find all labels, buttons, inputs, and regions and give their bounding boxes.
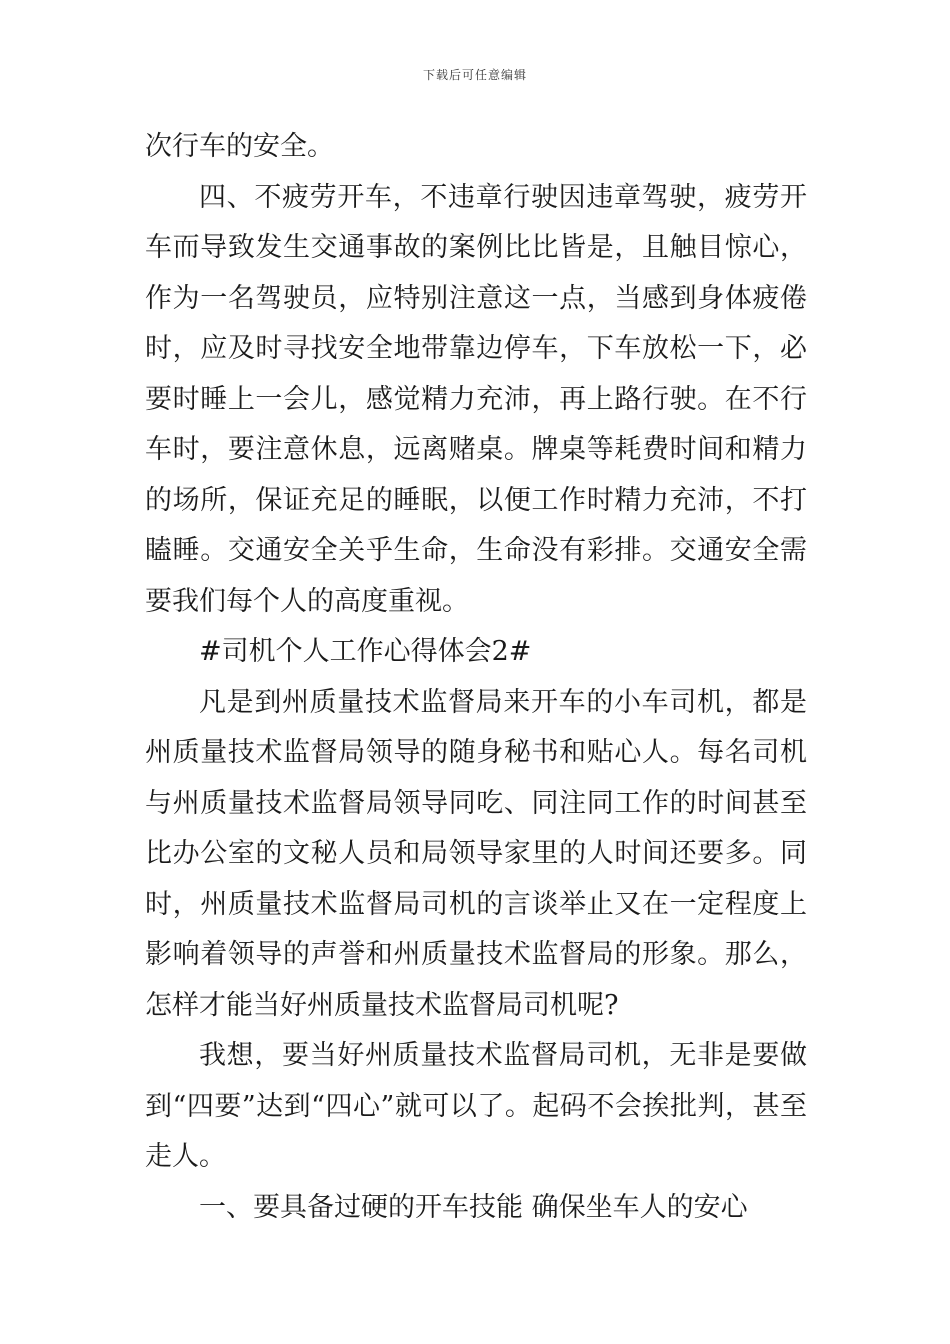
page-header: 下载后可任意编辑	[422, 68, 527, 82]
document-body	[145, 122, 807, 1233]
paragraph-continuation: 次行车的安全。	[145, 131, 334, 162]
section-heading: #司机个人工作心得体会2#	[199, 636, 532, 667]
paragraph-fatigue-driving: 四、不疲劳开车，不违章行驶因违章驾驶，疲劳开车而导致发生交通事故的案例比比皆是，且触目惊心，作为一名驾驶员，应特别注意这一点，当感到身体疲倦时，应及时寻找安全地带靠边停车，下车放松一下，必要时睡上一会儿，感觉精力充沛，再上路行驶。在不行车时，要注意休息，远离赌桌。牌桌等耗费时间和精力的场所，保证充足的睡眠，以便工作时精力充沛，不打瞌睡。交通安全关乎生命，生命没有彩排。交通安全需要我们每个人的高度重视。	[145, 181, 807, 617]
paragraph-four-requirements: 我想，要当好州质量技术监督局司机，无非是要做到“四要”达到“四心”就可以了。起码不会挨批判，甚至走人。	[145, 1040, 807, 1172]
paragraph-driver-role: 凡是到州质量技术监督局来开车的小车司机，都是州质量技术监督局领导的随身秘书和贴心人。每名司机与州质量技术监督局领导同吃、同注同工作的时间甚至比办公室的文秘人员和局领导家里的人时间还要多。同时，州质量技术监督局司机的言谈举止又在一定程度上影响着领导的声誉和州质量技术监督局的形象。那么，怎样才能当好州质量技术监督局司机呢?	[145, 686, 807, 1021]
subheading-driving-skills: 一、要具备过硬的开车技能 确保坐车人的安心	[199, 1191, 748, 1223]
